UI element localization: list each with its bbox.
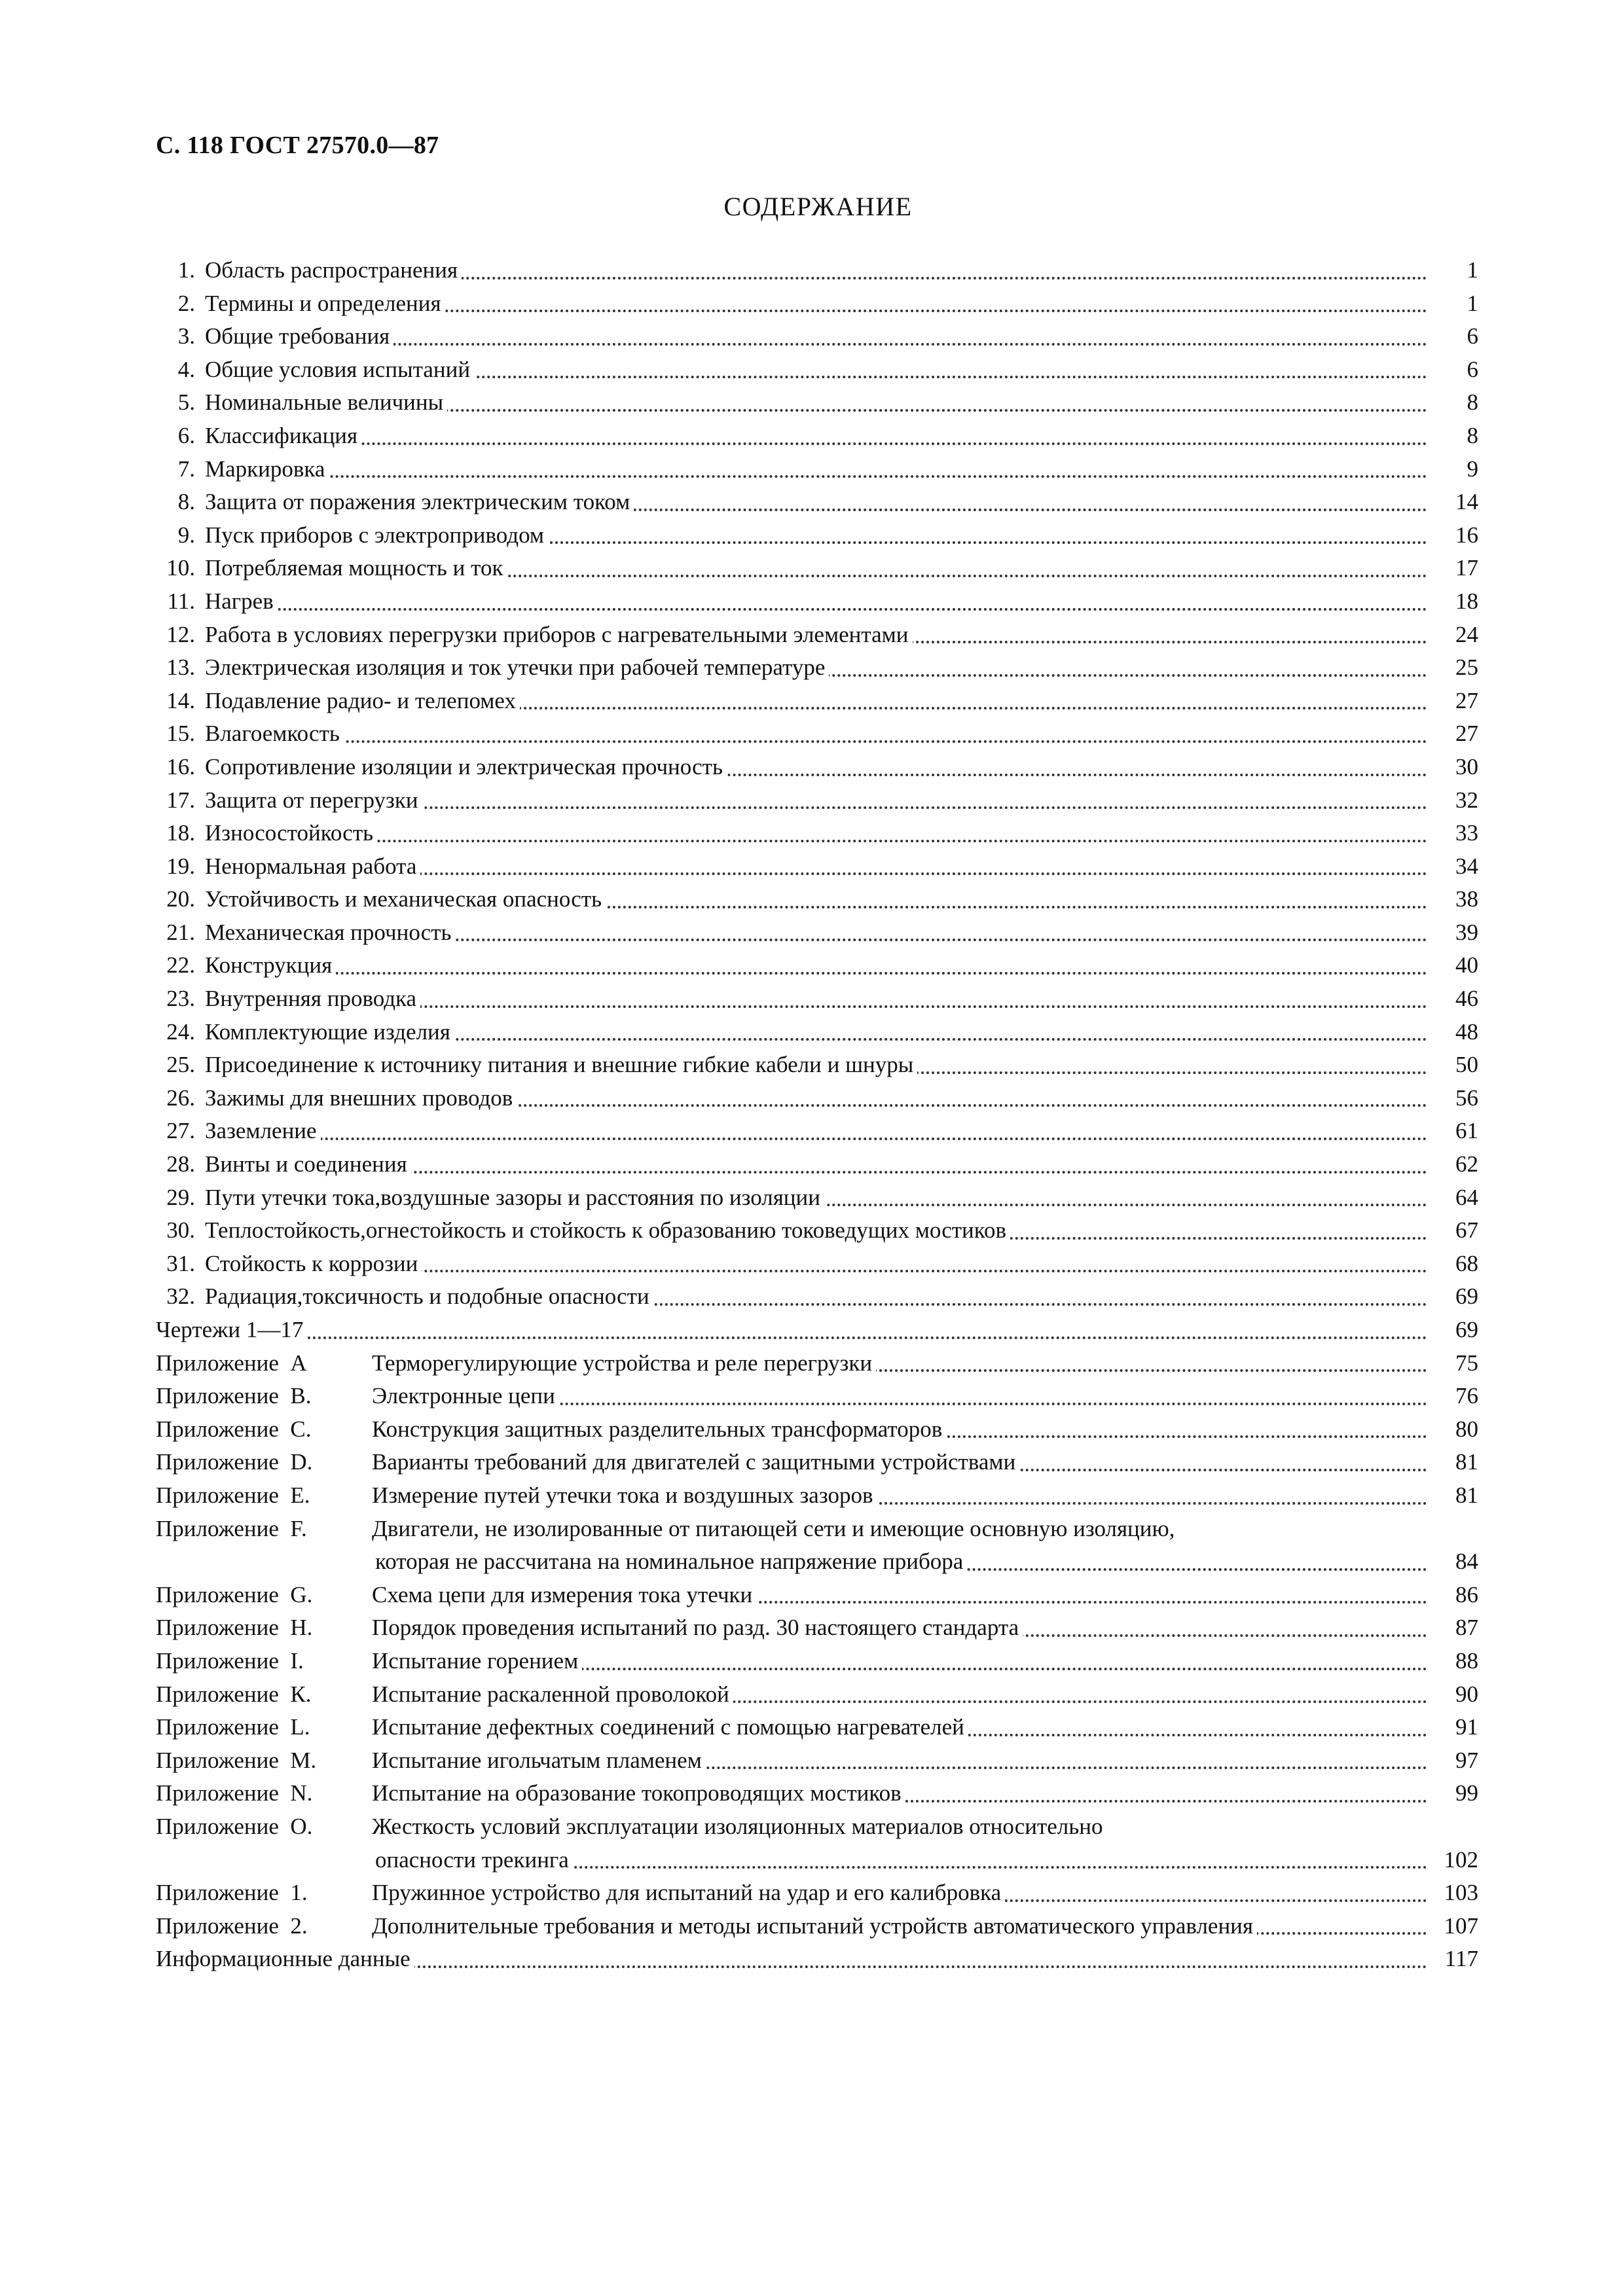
- toc-page-number: 67: [1450, 1214, 1478, 1247]
- toc-entry-title: Жесткость условий эксплуатации изоляционных материалов относительно: [372, 1814, 1106, 1839]
- toc-page-number: 107: [1439, 1910, 1479, 1943]
- toc-entry-title: Классификация: [205, 423, 361, 448]
- toc-entry-number: 10.: [166, 555, 195, 581]
- toc-entry-number: 13.: [166, 655, 195, 681]
- toc-entry-number: 9.: [177, 522, 195, 548]
- toc-entry-number: 20.: [166, 886, 195, 912]
- toc-entry: [156, 717, 1478, 751]
- toc-entry-title: Нагрев: [205, 588, 278, 614]
- page-header: С. 118 ГОСТ 27570.0—87: [156, 132, 439, 159]
- toc-entry-title: которая не рассчитана на номинальное напряжение прибора: [375, 1549, 967, 1574]
- toc-entry: [156, 982, 1478, 1016]
- toc-entry: [156, 1115, 1478, 1148]
- toc-entry: [156, 1413, 1478, 1446]
- toc-entry-number: 32.: [166, 1283, 195, 1310]
- toc-entry-title: Чертежи 1—17: [156, 1317, 307, 1342]
- toc-entry: [156, 1446, 1478, 1479]
- toc-entry: [156, 1347, 1478, 1380]
- toc-entry-title: Измерение путей утечки тока и воздушных зазоров: [372, 1482, 877, 1508]
- toc-entry-number: 8.: [177, 489, 195, 515]
- toc-appendix-label: Приложение 1.: [156, 1880, 308, 1906]
- toc-entry-title: Варианты требований для двигателей с защитными устройствами: [372, 1449, 1019, 1475]
- toc-page-number: 39: [1450, 916, 1478, 950]
- toc-entry: [156, 254, 1478, 287]
- toc-page-number: 6: [1462, 320, 1479, 353]
- toc-entry-title: Схема цепи для измерения тока утечки: [372, 1582, 756, 1607]
- toc-entry-title: Пуск приборов с электроприводом: [205, 522, 548, 548]
- toc-entry: [156, 916, 1478, 950]
- toc-entry-number: 4.: [177, 356, 195, 382]
- toc-entry-number: 11.: [167, 588, 195, 614]
- toc-appendix-label: Приложение С.: [156, 1416, 312, 1442]
- toc-entry: [156, 453, 1478, 486]
- toc-page-number: 33: [1450, 817, 1478, 850]
- toc-page-number: 81: [1450, 1446, 1478, 1479]
- toc-entry: [156, 1181, 1478, 1215]
- dot-leader: [205, 840, 1427, 842]
- toc-appendix-label: Приложение L.: [156, 1714, 310, 1740]
- toc-appendix-label: Приложение М.: [156, 1747, 317, 1773]
- toc-entry-number: 23.: [166, 986, 195, 1012]
- toc-entry: [156, 1744, 1478, 1778]
- toc-entry-title: Информационные данные: [156, 1946, 414, 1971]
- toc-entry: [156, 1314, 1478, 1347]
- toc-entry-number: 14.: [166, 687, 195, 713]
- toc-entry-number: 27.: [166, 1118, 195, 1144]
- toc-page-number: 27: [1450, 685, 1478, 718]
- toc-entry-number: 15.: [166, 721, 195, 747]
- toc-entry-title: Присоединение к источнику питания и внешние гибкие кабели и шнуры: [205, 1052, 917, 1077]
- toc-page-number: 56: [1450, 1082, 1478, 1115]
- toc-entry-number: 2.: [177, 290, 195, 316]
- toc-page-number: 50: [1450, 1049, 1478, 1082]
- toc-page-number: 18: [1450, 585, 1478, 619]
- toc-appendix-label: Приложение 2.: [156, 1912, 308, 1939]
- toc-entry: [156, 883, 1478, 916]
- toc-entry: [156, 1049, 1478, 1082]
- toc-page-number: 17: [1450, 552, 1478, 585]
- toc-entry: [156, 1645, 1478, 1678]
- toc-entry: [156, 1844, 1478, 1877]
- toc-entry-title: Винты и соединения: [205, 1151, 411, 1177]
- toc-entry-title: Комплектующие изделия: [205, 1019, 454, 1045]
- toc-entry: [156, 420, 1478, 453]
- toc-entry-number: 31.: [166, 1250, 195, 1276]
- toc-entry: [156, 1943, 1478, 1976]
- toc-entry-title: Испытание горением: [372, 1648, 582, 1674]
- toc-entry: [156, 784, 1478, 817]
- toc-entry: [156, 1711, 1478, 1744]
- toc-page-number: 80: [1450, 1413, 1478, 1446]
- toc-entry: [156, 1910, 1478, 1943]
- toc-page-number: 97: [1450, 1744, 1478, 1778]
- toc-page-number: 46: [1450, 982, 1478, 1016]
- toc-entry-title: Испытание на образование токопроводящих мостиков: [372, 1780, 905, 1806]
- toc-page-number: 8: [1462, 420, 1479, 453]
- toc-entry-title: Конструкция: [205, 952, 336, 978]
- toc-entry-number: 26.: [166, 1085, 195, 1111]
- toc-entry-number: 29.: [166, 1184, 195, 1210]
- toc-page-number: 38: [1450, 883, 1478, 916]
- toc-entry: [156, 287, 1478, 321]
- toc-entry-number: 18.: [166, 820, 195, 846]
- toc-page-number: 64: [1450, 1181, 1478, 1215]
- toc-entry: [156, 486, 1478, 519]
- toc-entry: [156, 386, 1478, 420]
- toc-page-number: 61: [1450, 1115, 1478, 1148]
- toc-page-number: 62: [1450, 1148, 1478, 1181]
- toc-entry: [156, 751, 1478, 784]
- toc-page-number: 1: [1462, 287, 1479, 321]
- toc-page-number: 24: [1450, 619, 1478, 652]
- toc-appendix-label: Приложение N.: [156, 1780, 313, 1806]
- toc-page-number: 76: [1450, 1380, 1478, 1413]
- toc-appendix-label: Приложение К.: [156, 1681, 312, 1707]
- toc-entry-title: Механическая прочность: [205, 920, 456, 945]
- toc-entry-number: 6.: [177, 422, 195, 448]
- toc-page-number: 84: [1450, 1545, 1478, 1579]
- toc-entry: [156, 1214, 1478, 1247]
- toc-entry-number: 3.: [177, 323, 195, 350]
- toc-entry-title: Порядок проведения испытаний по разд. 30 настоящего стандарта: [372, 1615, 1023, 1640]
- toc-entry-number: 17.: [166, 787, 195, 813]
- toc-entry-number: 28.: [166, 1151, 195, 1177]
- toc-entry-title: Электронные цепи: [372, 1383, 559, 1408]
- toc-entry-title: Испытание раскаленной проволокой: [372, 1681, 733, 1707]
- toc-entry-number: 24.: [166, 1018, 195, 1045]
- toc-entry-title: Маркировка: [205, 456, 329, 482]
- toc-entry-title: Защита от поражения электрическим током: [205, 489, 634, 514]
- toc-entry-title: Радиация,токсичность и подобные опасности: [205, 1283, 653, 1309]
- toc-page-number: 40: [1450, 949, 1478, 982]
- toc-page-number: 34: [1450, 850, 1478, 884]
- toc-entry: [156, 1876, 1478, 1910]
- toc-appendix-label: Приложение D.: [156, 1449, 313, 1475]
- toc-entry-title: Конструкция защитных разделительных трансформаторов: [372, 1416, 946, 1442]
- toc-entry-title: Устойчивость и механическая опасность: [205, 886, 606, 912]
- toc-entry: [156, 1777, 1478, 1810]
- toc-entry-title: Потребляемая мощность и ток: [205, 555, 507, 581]
- toc-page-number: 90: [1450, 1678, 1478, 1712]
- dot-leader: [205, 1138, 1427, 1140]
- toc-appendix-label: Приложение О.: [156, 1813, 313, 1839]
- toc-entry-title: Общие условия испытаний: [205, 357, 474, 382]
- toc-entry: [156, 1280, 1478, 1314]
- toc-entry-title: Терморегулирующие устройства и реле перегрузки: [372, 1350, 876, 1376]
- toc-entry-title: Двигатели, не изолированные от питающей сети и имеющие основную изоляцию,: [372, 1516, 1178, 1541]
- toc-entry-title: Электрическая изоляция и ток утечки при рабочей температуре: [205, 655, 829, 680]
- toc-entry: [156, 1810, 1478, 1844]
- toc-entry-title: Общие требования: [205, 323, 393, 349]
- toc-entry-number: 5.: [177, 389, 195, 416]
- toc-page-number: 86: [1450, 1579, 1478, 1612]
- toc-page-number: 30: [1450, 751, 1478, 784]
- toc-entry-title: Стойкость к коррозии: [205, 1251, 422, 1276]
- toc-entry: [156, 850, 1478, 884]
- toc-entry: [156, 585, 1478, 619]
- toc-entry: [156, 1579, 1478, 1612]
- toc-appendix-label: Приложение А: [156, 1350, 307, 1376]
- toc-page-number: 88: [1450, 1645, 1478, 1678]
- toc-entry: [156, 685, 1478, 718]
- toc-page-number: 103: [1439, 1876, 1479, 1910]
- toc-page-number: 9: [1462, 453, 1479, 486]
- toc-page-number: 48: [1450, 1016, 1478, 1049]
- dot-leader: [205, 608, 1427, 611]
- toc-entry-title: опасности трекинга: [375, 1847, 573, 1873]
- toc-entry: [156, 619, 1478, 652]
- toc-page-number: 81: [1450, 1479, 1478, 1513]
- toc-appendix-label: Приложение Н.: [156, 1615, 313, 1641]
- toc-appendix-label: Приложение В.: [156, 1383, 312, 1409]
- toc-entry-number: 7.: [177, 456, 195, 482]
- toc-page-number: 16: [1450, 519, 1478, 552]
- toc-entry-title: Номинальные величины: [205, 389, 447, 415]
- toc-page-number: 68: [1450, 1247, 1478, 1281]
- table-of-contents: [156, 254, 1478, 1976]
- toc-entry-title: Ненормальная работа: [205, 853, 420, 879]
- toc-entry-title: Термины и определения: [205, 291, 445, 316]
- toc-page-number: 69: [1450, 1314, 1478, 1347]
- toc-entry-number: 1.: [177, 257, 195, 283]
- toc-entry-number: 19.: [166, 853, 195, 879]
- toc-entry-number: 12.: [166, 621, 195, 647]
- toc-entry-title: Износостойкость: [205, 820, 377, 846]
- toc-page-number: 6: [1462, 353, 1479, 387]
- toc-entry: [156, 519, 1478, 552]
- toc-entry-number: 21.: [166, 919, 195, 945]
- toc-appendix-label: Приложение I.: [156, 1647, 304, 1674]
- toc-entry-number: 16.: [166, 753, 195, 780]
- page-title: СОДЕРЖАНИЕ: [723, 192, 913, 221]
- toc-entry: [156, 1082, 1478, 1115]
- toc-entry-title: Пути утечки тока,воздушные зазоры и расстояния по изоляции: [205, 1185, 824, 1210]
- toc-appendix-label: Приложение F.: [156, 1515, 307, 1541]
- toc-page-number: 102: [1439, 1844, 1479, 1877]
- dot-leader: [205, 475, 1427, 478]
- toc-entry-title: Зажимы для внешних проводов: [205, 1085, 517, 1111]
- dot-leader: [205, 740, 1427, 743]
- toc-entry-title: Испытание дефектных соединений с помощью нагревателей: [372, 1714, 968, 1740]
- toc-entry: [156, 817, 1478, 850]
- toc-entry: [156, 353, 1478, 387]
- toc-page-number: 1: [1462, 254, 1479, 287]
- toc-entry-title: Защита от перегрузки: [205, 787, 422, 813]
- toc-entry: [156, 949, 1478, 982]
- toc-page-number: 32: [1450, 784, 1478, 817]
- toc-entry: [156, 1380, 1478, 1413]
- dot-leader: [156, 1336, 1427, 1339]
- toc-entry: [156, 1479, 1478, 1513]
- toc-entry-title: Пружинное устройство для испытаний на удар и его калибровка: [372, 1880, 1005, 1905]
- toc-page-number: 8: [1462, 386, 1479, 420]
- toc-entry: [156, 1513, 1478, 1546]
- toc-appendix-label: Приложение Е.: [156, 1482, 310, 1508]
- toc-entry-title: Заземление: [205, 1118, 321, 1143]
- dot-leader: [205, 442, 1427, 445]
- toc-entry-title: Сопротивление изоляции и электрическая прочность: [205, 754, 727, 780]
- toc-page-number: 99: [1450, 1777, 1478, 1810]
- toc-entry-title: Подавление радио- и телепомех: [205, 688, 520, 713]
- toc-page-number: 69: [1450, 1280, 1478, 1314]
- toc-entry: [156, 1611, 1478, 1645]
- toc-page-number: 91: [1450, 1711, 1478, 1744]
- toc-entry: [156, 1678, 1478, 1712]
- toc-appendix-label: Приложение G.: [156, 1581, 313, 1607]
- toc-entry-title: Дополнительные требования и методы испытаний устройств автоматического управления: [372, 1913, 1257, 1939]
- toc-entry-title: Испытание игольчатым пламенем: [372, 1748, 706, 1773]
- toc-entry: [156, 1016, 1478, 1049]
- toc-entry-number: 30.: [166, 1217, 195, 1244]
- toc-page-number: 14: [1450, 486, 1478, 519]
- toc-entry: [156, 320, 1478, 353]
- toc-entry-title: Внутренняя проводка: [205, 986, 420, 1011]
- toc-entry-number: 22.: [166, 952, 195, 978]
- toc-page-number: 25: [1450, 651, 1478, 685]
- toc-entry: [156, 552, 1478, 585]
- toc-page-number: 117: [1440, 1943, 1478, 1976]
- toc-entry: [156, 1247, 1478, 1281]
- toc-entry: [156, 1148, 1478, 1181]
- toc-entry: [156, 1545, 1478, 1579]
- toc-entry-title: Область распространения: [205, 257, 462, 283]
- toc-page-number: 75: [1450, 1347, 1478, 1380]
- toc-page-number: 27: [1450, 717, 1478, 751]
- toc-page-number: 87: [1450, 1611, 1478, 1645]
- toc-entry-title: Работа в условиях перегрузки приборов с нагревательными элементами: [205, 622, 913, 647]
- toc-entry: [156, 651, 1478, 685]
- toc-entry-title: Теплостойкость,огнестойкость и стойкость к образованию токоведущих мостиков: [205, 1217, 1010, 1243]
- dot-leader: [205, 972, 1427, 975]
- toc-entry-title: Влагоемкость: [205, 721, 344, 746]
- toc-entry-number: 25.: [166, 1052, 195, 1078]
